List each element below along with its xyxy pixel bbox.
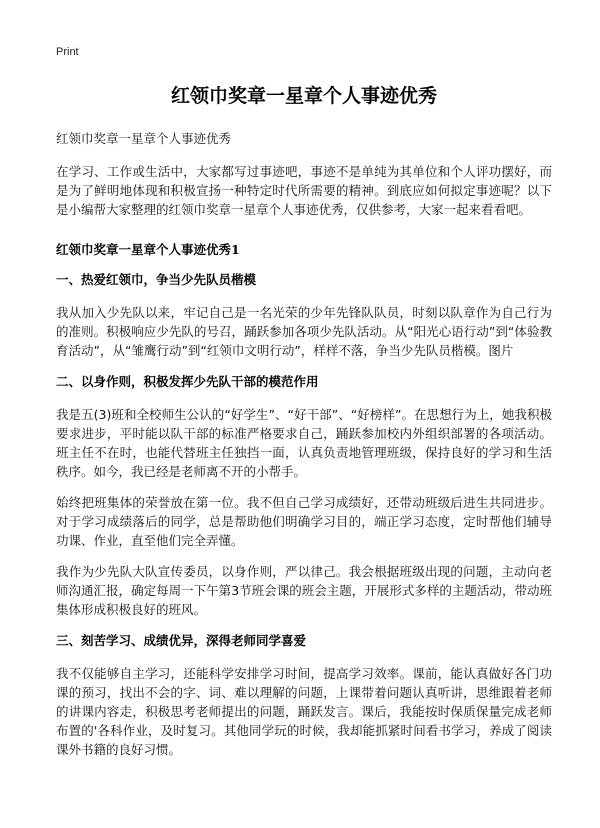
essay-heading: 红领巾奖章一星章个人事迹优秀1	[56, 242, 240, 257]
section-2-paragraph-3: 我作为少先队大队宣传委员，以身作则，严以律己。我会根据班级出现的问题，主动向老师沟通汇报，确定每周一下午第3节班会课的班会主题，开展形式多样的主题活动，带动班集体形成积极良好的班风。	[56, 564, 552, 617]
section-2-paragraph-1: 我是五(3)班和全校师生公认的“好学生”、“好干部”、“好榜样”。在思想行为上，她我积极要求进步，平时能以队干部的标准严格要求自己，踊跃参加校内外组织部署的各项活动。班主任不在时，也能代替班主任独挡一面，认真负责地管理班级，保持良好的学习和生活秩序。如今，我已经是老师离不开的小帮手。	[56, 407, 552, 479]
article-subtitle: 红领巾奖章一星章个人事迹优秀	[56, 131, 232, 146]
section-3-paragraph-1: 我不仅能够自主学习，还能科学安排学习时间，提高学习效率。课前，能认真做好各门功课的预习，找出不会的字、词、难以理解的问题，上课带着问题认真听讲，思维跟着老师的讲课内容走，积极思考老师提出的问题，踊跃发言。课后，我能按时保质保量完成老师布置的'各科作业，及时复习。其他同学玩的时候，我却能抓紧时间看书学习，养成了阅读课外书籍的良好习惯。	[56, 666, 552, 757]
section-1-paragraph-1: 我从加入少先队以来，牢记自己是一名光荣的少年先锋队队员，时刻以队章作为自己行为的准则。积极响应少先队的号召，踊跃参加各项少先队活动。从“阳光心语行动”到“体验教育活动”，从“雏鹰行动”到“红领巾文明行动”，样样不落，争当少先队员楷模。图片	[56, 305, 552, 358]
section-heading-1: 一、热爱红领巾，争当少先队员楷模	[56, 272, 257, 287]
page-title: 红领巾奖章一星章个人事迹优秀	[170, 85, 437, 107]
print-link[interactable]: Print	[56, 46, 79, 58]
intro-paragraph: 在学习、工作或生活中，大家都写过事迹吧，事迹不是单纯为其单位和个人评功摆好，而是为了鲜明地体现和积极宣扬一种特定时代所需要的精神。到底应如何拟定事迹呢？以下是小编帮大家整理的红领巾奖章一星章个人事迹优秀，仅供参考，大家一起来看看吧。	[56, 164, 552, 217]
section-2-paragraph-2: 始终把班集体的荣誉放在第一位。我不但自己学习成绩好，还带动班级后进生共同进步。对于学习成绩落后的同学，总是帮助他们明确学习目的，端正学习态度，定时帮他们辅导功课、作业，直至他们完全弄懂。	[56, 495, 552, 548]
section-heading-2: 二、以身作则，积极发挥少先队干部的模范作用	[56, 374, 319, 389]
section-heading-3: 三、刻苦学习、成绩优异，深得老师同学喜爱	[56, 633, 307, 648]
